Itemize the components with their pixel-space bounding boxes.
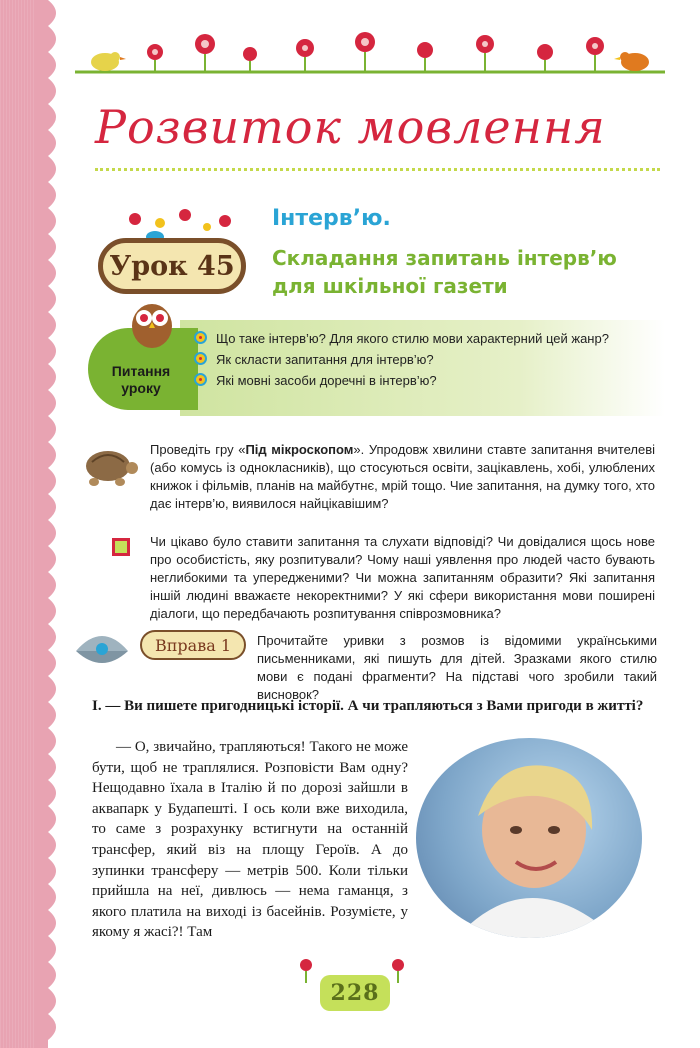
- page-title: Розвиток мовлення: [95, 100, 606, 154]
- questions-list: [194, 330, 654, 393]
- bird-left-icon: [91, 52, 126, 71]
- owl-icon: [128, 292, 176, 350]
- lesson-badge: Урок 45: [98, 238, 246, 294]
- bird-right-icon: [614, 52, 649, 71]
- bullet-icon: [194, 352, 207, 365]
- interview-question: І. — Ви пишете пригодницькі історії. А чи трапляються з Вами пригоди в житті?: [92, 698, 644, 714]
- exercise-text: Прочитайте уривки з розмов із відомими українськими письменниками, які пишуть для дітей. Зразками якого стилю мови є подані фрагменти? На підставі чого зробили такий висновок?: [257, 633, 657, 702]
- question-item: Що таке інтерв’ю? Для якого стилю мови характерний цей жанр?: [194, 330, 654, 347]
- bullet-icon: [194, 373, 207, 386]
- game-paragraph: Проведіть гру «Під мікроскопом». Упродовж хвилини ставте запитання вчителеві (або комусь із однокласників), що стосуються освіти, зацікавлень, хобі, улюблених книжок і фільмів, планів на майбутнє, мрій тощо. Чие запитання, на думку того, хто дає інтерв’ю, виявилося найцікавішим?: [150, 442, 655, 511]
- interview-answer: — О, звичайно, трапляються! Такого не може бути, щоб не траплялися. Розповісти Вам одну? Нещодавно їхала в Італію й по дорозі зайшли в аквапарк у Будапешті. І ось коли вже виходила, то саме з розрахунку встигнути на останній трансфер, який віз на площу Героїв. А до зупинки трансферу — метрів 500. Коли тільки прийшла на неї, дивлюсь — нема гаманця, з якого платила на виході із басейнів. Розумієте, у якому я жасі?! Там: [92, 739, 408, 941]
- page-number: 228: [330, 980, 380, 1006]
- lesson-title-sub: Складання запитань інтерв’ю для шкільної газети: [272, 246, 617, 298]
- side-wave-edge: [36, 0, 66, 1048]
- discussion-marker-icon: [112, 538, 130, 556]
- bullet-icon: [194, 331, 207, 344]
- shell-pearl-icon: [72, 625, 132, 673]
- portrait-illustration: [416, 738, 642, 938]
- question-item: Як скласти запитання для інтерв’ю?: [194, 351, 654, 368]
- page-number-badge: [320, 975, 390, 1011]
- question-item: Які мовні засоби доречні в інтерв’ю?: [194, 372, 654, 389]
- questions-label: Питання уроку: [111, 363, 171, 396]
- flower-bird-banner: [75, 30, 665, 90]
- lesson-title-main: Інтерв’ю.: [272, 206, 391, 231]
- author-photo: [416, 738, 642, 938]
- turtle-icon: [76, 442, 142, 492]
- exercise-badge: Вправа 1: [140, 630, 246, 660]
- discussion-paragraph: Чи цікаво було ставити запитання та слухати відповіді? Чи довідалися щось нове про особистість, яку розпитували? Чому наші уявлення про людей часто бувають неглибокими та упередженими? Чи можна запитанням образити? Які запитання іншій людині вважаєте некоректними? У які сфери використання мови поширені діалоги, що передбачають розпитування співрозмовника?: [150, 534, 655, 621]
- title-divider: [95, 168, 660, 171]
